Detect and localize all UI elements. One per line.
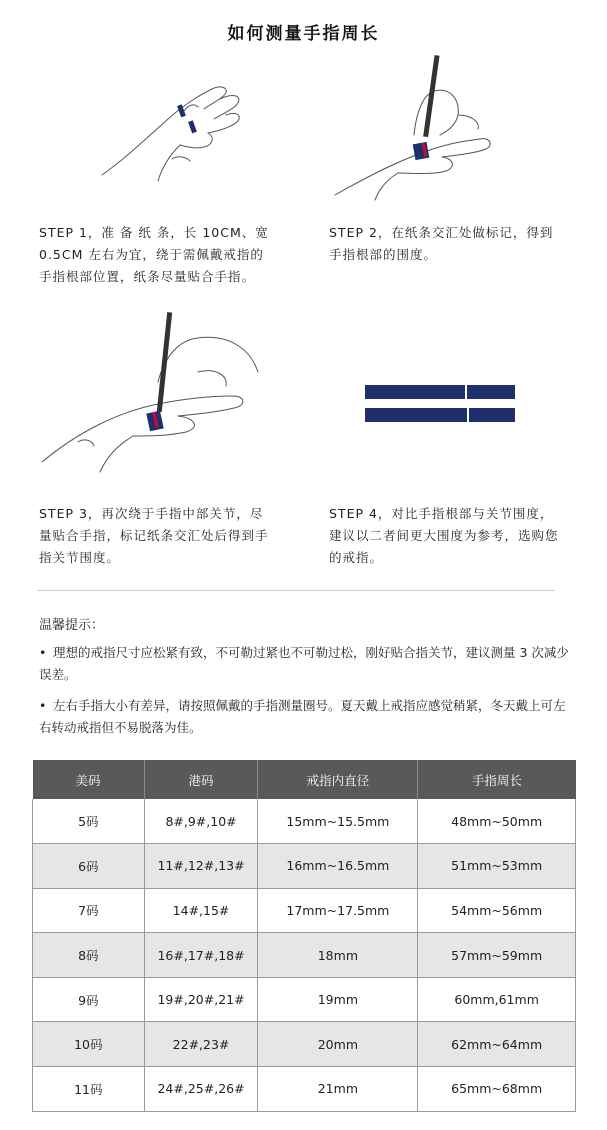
step-3-text: STEP 3，再次绕于手指中部关节，尽量贴合手指，标记纸条交汇处后得到手指关节围度。 xyxy=(39,506,269,565)
size-table xyxy=(32,760,576,1112)
pen-mark-illustration xyxy=(330,55,500,205)
table-row xyxy=(33,844,576,889)
cell-diameter: 16mm~16.5mm xyxy=(258,844,418,889)
header-finger-circumference: 手指周长 xyxy=(418,760,576,799)
pen-icon xyxy=(423,55,439,137)
tip-item: • 左右手指大小有差异，请按照佩戴的手指测量圈号。夏天戴上戒指应感觉稍紧，冬天戴上可左右转动戒指但不易脱落为佳。 xyxy=(39,695,569,739)
cell-hk: 11#,12#,13# xyxy=(144,844,258,889)
cell-circumference: 62mm~64mm xyxy=(418,1022,576,1067)
header-inner-diameter: 戒指内直径 xyxy=(258,760,418,799)
cell-circumference: 54mm~56mm xyxy=(418,888,576,933)
table-row xyxy=(33,1022,576,1067)
cell-circumference: 60mm,61mm xyxy=(418,977,576,1022)
knuckle-mark-illustration xyxy=(38,312,268,482)
tips-title: 温馨提示： xyxy=(39,618,105,633)
cell-us: 10码 xyxy=(33,1022,145,1067)
cell-hk: 19#,20#,21# xyxy=(144,977,258,1022)
table-row xyxy=(33,799,576,844)
table-row xyxy=(33,888,576,933)
strip-root xyxy=(365,385,515,399)
cell-us: 6码 xyxy=(33,844,145,889)
cell-hk: 14#,15# xyxy=(144,888,258,933)
cell-us: 8码 xyxy=(33,933,145,978)
strip-root-mark xyxy=(465,385,467,399)
cell-diameter: 17mm~17.5mm xyxy=(258,888,418,933)
paper-strip-2 xyxy=(188,120,197,133)
cell-circumference: 51mm~53mm xyxy=(418,844,576,889)
header-hk-size: 港码 xyxy=(144,760,258,799)
compare-strips-illustration xyxy=(365,385,515,423)
cell-hk: 22#,23# xyxy=(144,1022,258,1067)
step-4-text: STEP 4，对比手指根部与关节围度，建议以二者间更大围度为参考，选购您的戒指。 xyxy=(329,506,559,565)
cell-diameter: 20mm xyxy=(258,1022,418,1067)
cell-us: 9码 xyxy=(33,977,145,1022)
section-divider xyxy=(37,590,555,591)
header-us-size: 美码 xyxy=(33,760,145,799)
cell-diameter: 15mm~15.5mm xyxy=(258,799,418,844)
step-1-text: STEP 1，准 备 纸 条，长 10CM、宽 0.5CM 左右为宜，绕于需佩戴戒指的手指根部位置，纸条尽量贴合手指。 xyxy=(39,225,269,284)
strip-knuckle-mark xyxy=(467,408,469,422)
cell-us: 7码 xyxy=(33,888,145,933)
cell-circumference: 57mm~59mm xyxy=(418,933,576,978)
table-header-row xyxy=(33,760,576,799)
hand-wrap-strip-illustration xyxy=(100,75,270,185)
cell-hk: 16#,17#,18# xyxy=(144,933,258,978)
page-title: 如何测量手指周长 xyxy=(227,24,380,44)
cell-hk: 8#,9#,10# xyxy=(144,799,258,844)
cell-us: 11码 xyxy=(33,1067,145,1112)
cell-circumference: 48mm~50mm xyxy=(418,799,576,844)
paper-strip-marked xyxy=(413,142,430,160)
strip-knuckle xyxy=(365,408,515,422)
table-row xyxy=(33,933,576,978)
bullet-icon: • xyxy=(39,698,47,713)
tip-item: • 理想的戒指尺寸应松紧有致，不可勒过紧也不可勒过松，刚好贴合指关节，建议测量 3 次减少误差。 xyxy=(39,642,569,686)
table-row xyxy=(33,1067,576,1112)
cell-hk: 24#,25#,26# xyxy=(144,1067,258,1112)
bullet-icon: • xyxy=(39,645,47,660)
table-row xyxy=(33,977,576,1022)
pen-icon xyxy=(157,312,172,412)
cell-diameter: 18mm xyxy=(258,933,418,978)
cell-diameter: 21mm xyxy=(258,1067,418,1112)
step-2-text: STEP 2，在纸条交汇处做标记，得到手指根部的围度。 xyxy=(329,225,554,262)
cell-diameter: 19mm xyxy=(258,977,418,1022)
cell-circumference: 65mm~68mm xyxy=(418,1067,576,1112)
cell-us: 5码 xyxy=(33,799,145,844)
